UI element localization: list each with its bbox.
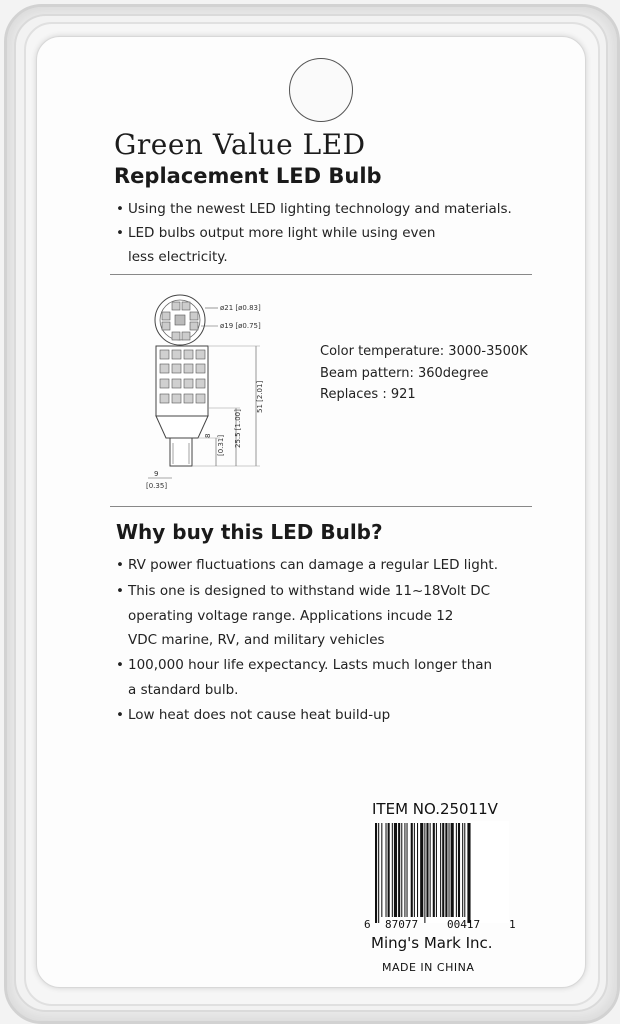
barcode-bar (445, 823, 447, 917)
spec-color-temperature: Color temperature: 3000-3500K (320, 344, 528, 359)
dim-base-label: 8 (204, 433, 212, 438)
hang-hole (289, 58, 353, 122)
barcode-bar (436, 823, 437, 917)
barcode-bar (424, 823, 425, 923)
why-bullet (116, 657, 492, 673)
barcode-bar (407, 823, 408, 917)
spec-replaces: Replaces : 921 (320, 387, 416, 402)
barcode-bar (401, 823, 402, 917)
barcode-bar (467, 823, 470, 923)
bulb-dimension-diagram (126, 288, 276, 498)
barcode-bar (442, 823, 444, 917)
why-heading: Why buy this LED Bulb? (116, 520, 383, 544)
item-number: ITEM NO.25011V (372, 800, 498, 818)
bullet-icon: • (116, 583, 124, 599)
why-bullet-text: This one is designed to withstand wide 11~18Volt DC (128, 583, 491, 599)
bullet-icon: • (116, 707, 124, 723)
barcode-bar (414, 823, 415, 917)
barcode-bar (451, 823, 454, 917)
product-subtitle: Replacement LED Bulb (114, 164, 382, 188)
bullet-icon: • (116, 201, 124, 217)
barcode-bar (398, 823, 400, 917)
bulb-top-view (155, 295, 218, 345)
why-bullet-text: RV power fluctuations can damage a regular LED light. (128, 557, 499, 573)
barcode-bar (388, 823, 390, 917)
barcode-bar (404, 823, 405, 917)
barcode-bar (430, 823, 431, 917)
dim-body-label: 25.5 [1.00] (234, 409, 242, 448)
why-bullet-continuation: a standard bulb. (128, 682, 239, 698)
barcode-bar (386, 823, 387, 917)
barcode-bar (394, 823, 397, 917)
bullet-icon: • (116, 225, 124, 241)
spec-beam-pattern: Beam pattern: 360degree (320, 366, 489, 381)
barcode-bar (426, 823, 428, 917)
bulb-side-view (148, 346, 260, 478)
barcode-bar (464, 823, 465, 917)
intro-bullet (116, 201, 512, 217)
intro-bullet-text: Using the newest LED lighting technology and materials. (128, 201, 512, 217)
brand-name: Green Value LED (114, 128, 366, 161)
dim-base-inch-label: [0.31] (217, 434, 225, 456)
barcode-bar (462, 823, 463, 917)
intro-bullet (116, 225, 435, 241)
barcode-bar (449, 823, 450, 917)
why-bullet (116, 583, 490, 599)
why-bullet-text: Low heat does not cause heat build-up (128, 707, 391, 723)
dim-width-inch-label: [0.35] (146, 482, 168, 490)
barcode-bar (378, 823, 379, 923)
barcode-bar (417, 823, 418, 917)
barcode-bar (440, 823, 441, 917)
barcode-bar (392, 823, 393, 917)
barcode-bar (411, 823, 413, 917)
barcode-bar (375, 823, 377, 923)
why-bullet-continuation: VDC marine, RV, and military vehicles (128, 632, 385, 648)
barcode-digit-first: 6 (364, 918, 371, 931)
dim-total-label: 51 [2.01] (256, 380, 264, 413)
intro-bullet-continuation: less electricity. (128, 249, 228, 265)
divider (110, 274, 532, 275)
barcode-digits-left: 87077 (385, 918, 419, 931)
why-bullet (116, 557, 498, 573)
dim-outer-label: ø21 [ø0.83] (220, 304, 261, 312)
dim-inner-label: ø19 [ø0.75] (220, 322, 261, 330)
barcode (371, 821, 509, 923)
bullet-icon: • (116, 557, 124, 573)
manufacturer: Ming's Mark Inc. (371, 934, 493, 952)
bullet-icon: • (116, 657, 124, 673)
barcode-bar (381, 823, 382, 917)
barcode-bar (456, 823, 457, 917)
barcode-bar (433, 823, 435, 917)
intro-bullet-text: LED bulbs output more light while using even (128, 225, 436, 241)
dim-width-label: 9 (154, 470, 159, 478)
divider (110, 506, 532, 507)
why-bullet (116, 707, 390, 723)
why-bullet-continuation: operating voltage range. Applications incude 12 (128, 608, 454, 624)
why-bullet-text: 100,000 hour life expectancy. Lasts much longer than (128, 657, 493, 673)
barcode-digits-right: 00417 (447, 918, 481, 931)
barcode-digit-last: 1 (509, 918, 516, 931)
barcode-bar (420, 823, 423, 917)
barcode-bar (458, 823, 460, 917)
country-of-origin: MADE IN CHINA (382, 961, 475, 974)
